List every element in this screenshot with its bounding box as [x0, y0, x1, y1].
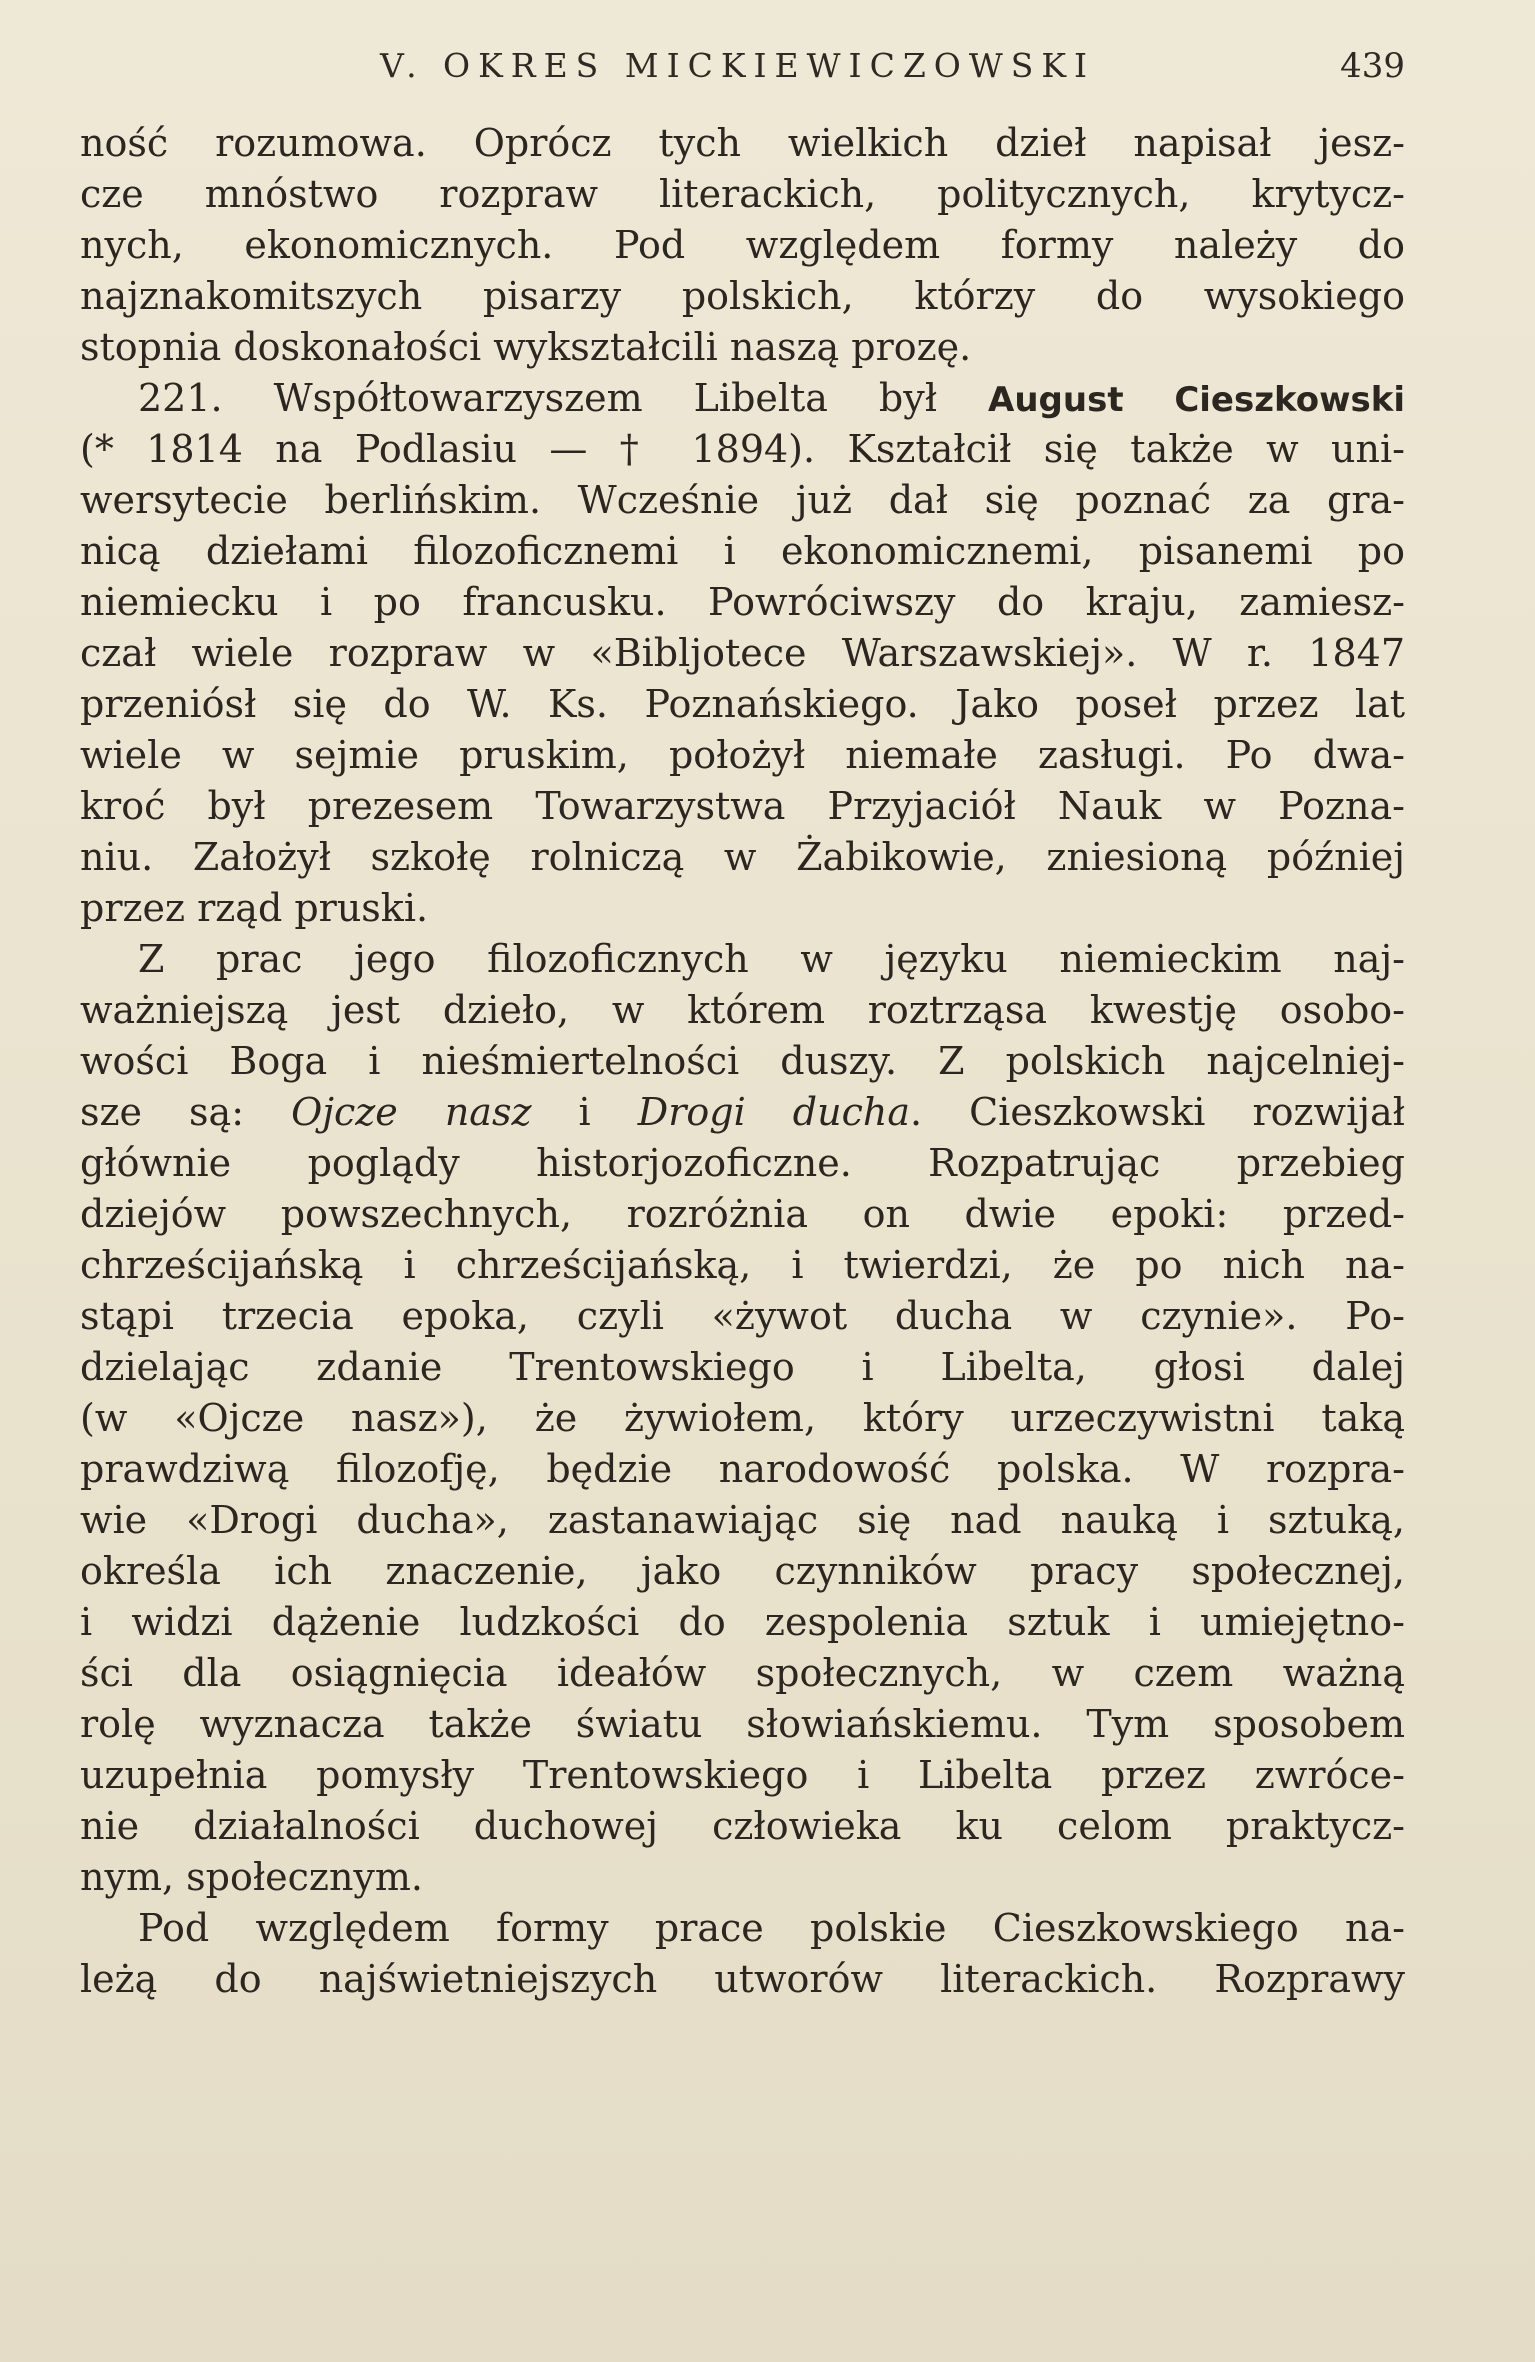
text-line: stąpi trzecia epoka, czyli «żywot ducha w czynie». Po- [80, 1294, 1405, 1338]
text-line: prawdziwą filozofję, będzie narodowość polska. W rozpra- [80, 1447, 1405, 1491]
text-line: (w «Ojcze nasz»), że żywiołem, który urzeczywistni taką [80, 1396, 1405, 1440]
text-line: rolę wyznacza także światu słowiańskiemu. Tym sposobem [80, 1702, 1405, 1746]
text-line: Pod względem formy prace polskie Cieszkowskiego na- [138, 1906, 1405, 1950]
person-name-bold: August Cieszkowski [988, 380, 1405, 420]
text-line: głównie poglądy historjozoficzne. Rozpatrując przebieg [80, 1141, 1405, 1185]
text-line: (* 1814 na Podlasiu — † 1894). Kształcił się także w uni- [80, 427, 1405, 471]
text-line: wersytecie berlińskim. Wcześnie już dał się poznać za gra- [80, 478, 1405, 522]
text-line: dziejów powszechnych, rozróżnia on dwie epoki: przed- [80, 1192, 1405, 1236]
text-line: ność rozumowa. Oprócz tych wielkich dzieł napisał jesz- [80, 121, 1405, 165]
text-line: przez rząd pruski. [80, 886, 429, 930]
section-221-heading-line [80, 373, 1405, 424]
running-title: V. OKRES MICKIEWICZOWSKI [380, 46, 1096, 85]
text-line: ści dla osiągnięcia ideałów społecznych, w czem ważną [80, 1651, 1405, 1695]
text-line: nicą dziełami filozoficznemi i ekonomicznemi, pisanemi po [80, 529, 1405, 573]
text-line: nych, ekonomicznych. Pod względem formy należy do [80, 223, 1405, 267]
text-line: dzielając zdanie Trentowskiego i Libelta, głosi dalej [80, 1345, 1405, 1389]
text-line: nym, społecznym. [80, 1855, 424, 1899]
text-line: niu. Założył szkołę rolniczą w Żabikowie, zniesioną później [80, 835, 1405, 879]
works-line [80, 1087, 1405, 1138]
text-line: wie «Drogi ducha», zastanawiając się nad nauką i sztuką, [80, 1498, 1405, 1542]
text-line: chrześcijańską i chrześcijańską, i twierdzi, że po nich na- [80, 1243, 1405, 1287]
text-line: określa ich znaczenie, jako czynników pracy społecznej, [80, 1549, 1405, 1593]
body-text [80, 118, 1405, 2005]
title-drogi-ducha: Drogi ducha [637, 1090, 910, 1134]
text-line: ważniejszą jest dzieło, w którem roztrząsa kwestję osobo- [80, 988, 1405, 1032]
text-line: cze mnóstwo rozpraw literackich, politycznych, krytycz- [80, 172, 1405, 216]
title-ojcze-nasz: Ojcze nasz [291, 1090, 532, 1134]
text-line: przeniósł się do W. Ks. Poznańskiego. Jako poseł przez lat [80, 682, 1405, 726]
text-line: uzupełnia pomysły Trentowskiego i Libelta przez zwróce- [80, 1753, 1405, 1797]
page-number: 439 [1340, 46, 1405, 86]
text-line: czał wiele rozpraw w «Bibljotece Warszawskiej». W r. 1847 [80, 631, 1405, 675]
text-line: stopnia doskonałości wykształcili naszą prozę. [80, 325, 972, 369]
running-head [80, 46, 1405, 92]
section-intro-text: 221. Współtowarzyszem Libelta był [138, 376, 989, 420]
text-line: najznakomitszych pisarzy polskich, którzy do wysokiego [80, 274, 1405, 318]
works-prefix: sze są: [80, 1090, 292, 1134]
text-line: wości Boga i nieśmiertelności duszy. Z polskich najcelniej- [80, 1039, 1405, 1083]
text-line: leżą do najświetniejszych utworów literackich. Rozprawy [80, 1957, 1405, 2001]
text-line: kroć był prezesem Towarzystwa Przyjaciół Nauk w Pozna- [80, 784, 1405, 828]
text-line: i widzi dążenie ludzkości do zespolenia sztuk i umiejętno- [80, 1600, 1405, 1644]
text-line: wiele w sejmie pruskim, położył niemałe zasługi. Po dwa- [80, 733, 1405, 777]
works-suffix: . Cieszkowski rozwijał [909, 1090, 1405, 1134]
text-line: nie działalności duchowej człowieka ku celom praktycz- [80, 1804, 1405, 1848]
text-line: Z prac jego filozoficznych w języku niemieckim naj- [138, 937, 1405, 981]
works-conjunction: i [531, 1090, 638, 1134]
text-line: niemiecku i po francusku. Powróciwszy do kraju, zamiesz- [80, 580, 1405, 624]
